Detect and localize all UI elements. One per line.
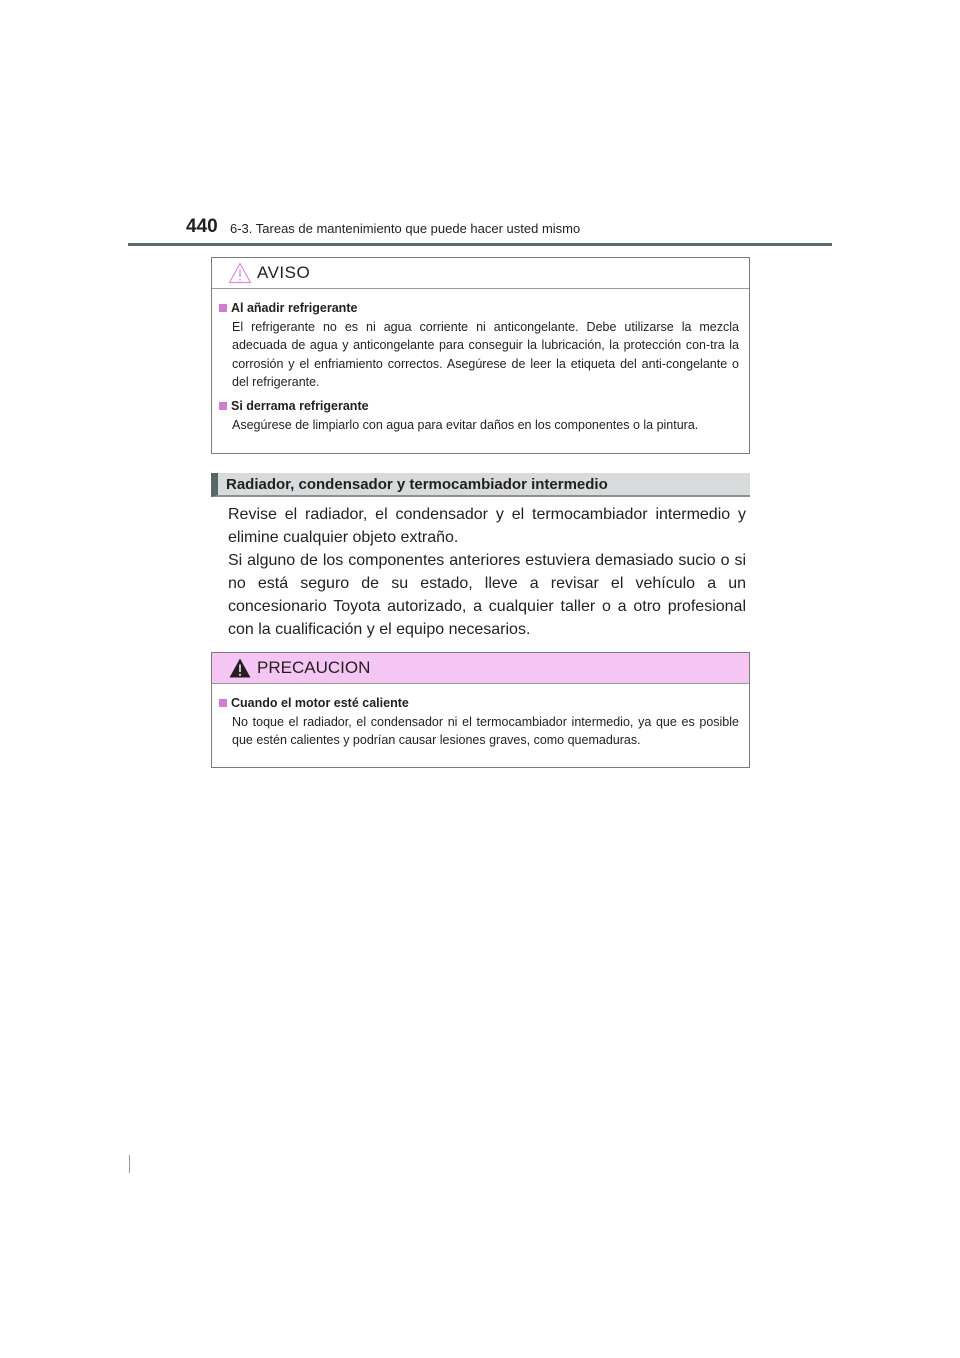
margin-tick	[129, 1155, 130, 1173]
aviso-item-text: El refrigerante no es ni agua corriente ni anticongelante. Debe utilizarse la mezcla adecuada de agua y anticongelante para conseguir la lubricación, la protección con-tra la corrosión y el enfriamiento correctos. Asegúrese de leer la etiqueta del anti-congelante o del refrigerante.	[232, 320, 739, 390]
body-text	[228, 503, 746, 641]
aviso-title: AVISO	[257, 263, 311, 282]
body-paragraph: Revise el radiador, el condensador y el termocambiador intermedio y elimine cualquier objeto extraño.	[228, 506, 746, 546]
aviso-item-text: Asegúrese de limpiarlo con agua para evitar daños en los componentes o la pintura.	[232, 417, 699, 432]
precaucion-item-heading	[219, 696, 739, 710]
aviso-item-heading	[219, 301, 739, 315]
aviso-item-heading	[219, 399, 739, 413]
section-header: 6-3. Tareas de mantenimiento que puede hacer usted mismo	[230, 221, 581, 236]
header-rule	[128, 243, 832, 246]
precaucion-box	[211, 652, 750, 768]
precaucion-item-heading-text: Cuando el motor esté caliente	[231, 696, 409, 710]
square-bullet-icon	[219, 402, 227, 410]
square-bullet-icon	[219, 304, 227, 312]
aviso-title-bar	[212, 258, 749, 289]
aviso-item-heading-text: Al añadir refrigerante	[231, 301, 358, 315]
warning-triangle-filled-icon	[228, 657, 252, 679]
page-number: 440	[186, 216, 218, 237]
precaucion-item-text: No toque el radiador, el condensador ni el termocambiador intermedio, ya que es posible que estén calientes y podrían causar lesiones graves, como quemaduras.	[232, 715, 739, 748]
precaucion-title-bar	[212, 653, 749, 684]
body-paragraph: Si alguno de los componentes anteriores estuviera demasiado sucio o si no está seguro de su estado, lleve a revisar el vehículo a un concesionario Toyota autorizado, a cualquier taller o a otro profesional con la cualificación y el equipo necesarios.	[228, 552, 746, 638]
warning-triangle-outline-icon	[228, 262, 252, 284]
subsection-title: Radiador, condensador y termocambiador intermedio	[226, 475, 608, 493]
square-bullet-icon	[219, 699, 227, 707]
aviso-item-heading-text: Si derrama refrigerante	[231, 398, 369, 413]
precaucion-body	[212, 684, 749, 765]
aviso-box	[211, 257, 750, 454]
subsection-heading	[211, 473, 750, 497]
aviso-body	[212, 289, 749, 449]
precaucion-title: PRECAUCION	[257, 658, 371, 677]
